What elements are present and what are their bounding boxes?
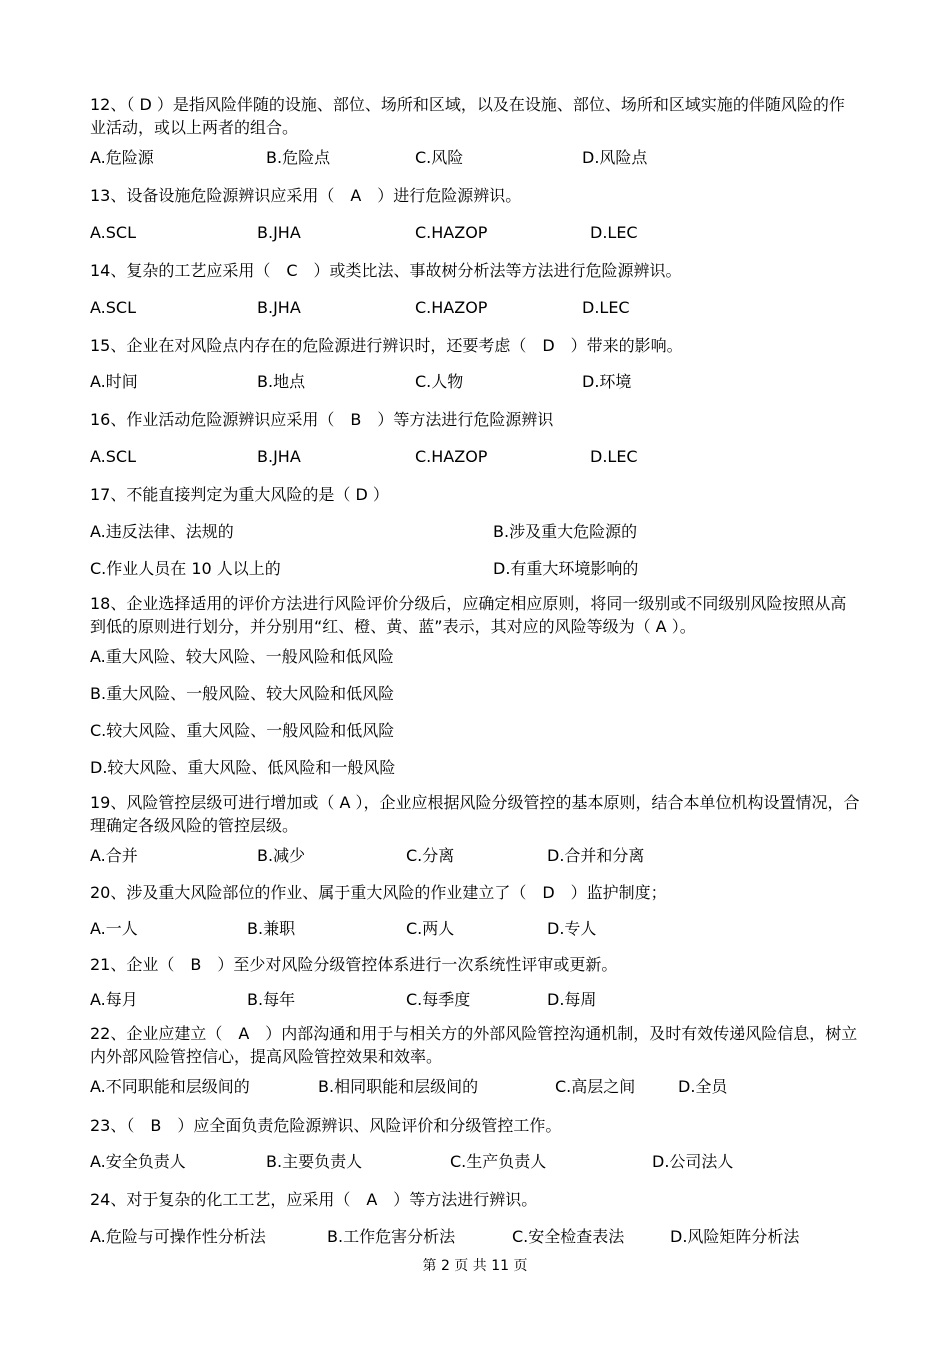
option-b: B.JHA	[257, 298, 301, 317]
option-d: D.专人	[547, 919, 597, 938]
option-b: B.重大风险、一般风险、较大风险和低风险	[90, 684, 395, 703]
option-c: C.HAZOP	[415, 298, 488, 317]
question-14: 14、复杂的工艺应采用（ C ）或类比法、事故树分析法等方法进行危险源辨识。	[90, 261, 682, 280]
options-row-18c	[90, 720, 870, 742]
options-row-16	[90, 446, 870, 468]
option-b: B.JHA	[257, 447, 301, 466]
option-c: C.HAZOP	[415, 223, 488, 242]
option-b: B.主要负责人	[266, 1152, 363, 1171]
option-c: C.较大风险、重大风险、一般风险和低风险	[90, 721, 395, 740]
option-a: A.每月	[90, 990, 138, 1009]
options-row-18b	[90, 683, 870, 705]
options-row-22	[90, 1076, 870, 1098]
options-row-12	[90, 147, 870, 169]
option-d: D.风险点	[582, 148, 648, 167]
option-c: C.风险	[415, 148, 464, 167]
option-b: B.地点	[257, 372, 306, 391]
option-a: A.时间	[90, 372, 138, 391]
option-d: D.风险矩阵分析法	[670, 1227, 800, 1246]
option-b: B.减少	[257, 846, 306, 865]
options-row-21	[90, 989, 870, 1011]
option-c: C.每季度	[406, 990, 471, 1009]
option-c: C.人物	[415, 372, 464, 391]
option-c: C.作业人员在 10 人以上的	[90, 559, 281, 578]
question-24: 24、对于复杂的化工工艺，应采用（ A ）等方法进行辨识。	[90, 1190, 538, 1209]
options-row-23	[90, 1151, 870, 1173]
page-number-footer: 第 2 页 共 11 页	[422, 1258, 528, 1274]
option-d: D.公司法人	[652, 1152, 734, 1171]
option-c: C.安全检查表法	[512, 1227, 625, 1246]
option-c: C.HAZOP	[415, 447, 488, 466]
question-15: 15、企业在对风险点内存在的危险源进行辨识时，还要考虑（ D ）带来的影响。	[90, 336, 683, 355]
options-row-20	[90, 918, 870, 940]
question-17: 17、不能直接判定为重大风险的是（ D ）	[90, 485, 389, 504]
option-c: C.生产负责人	[450, 1152, 547, 1171]
option-c: C.两人	[406, 919, 455, 938]
option-a: A.重大风险、较大风险、一般风险和低风险	[90, 647, 394, 666]
options-row-24	[90, 1226, 870, 1248]
option-d: D.LEC	[582, 298, 630, 317]
option-a: A.不同职能和层级间的	[90, 1077, 250, 1096]
question-16: 16、作业活动危险源辨识应采用（ B ）等方法进行危险源辨识	[90, 410, 554, 429]
option-b: B.涉及重大危险源的	[493, 522, 638, 541]
option-d: D.有重大环境影响的	[493, 559, 639, 578]
option-c: C.分离	[406, 846, 455, 865]
option-a: A.违反法律、法规的	[90, 522, 234, 541]
question-13: 13、设备设施危险源辨识应采用（ A ）进行危险源辨识。	[90, 186, 522, 205]
option-a: A.危险与可操作性分析法	[90, 1227, 266, 1246]
option-d: D.环境	[582, 372, 632, 391]
option-a: A.危险源	[90, 148, 154, 167]
option-a: A.SCL	[90, 223, 136, 242]
option-d: D.全员	[678, 1077, 728, 1096]
options-row-13	[90, 222, 870, 244]
option-c: C.高层之间	[555, 1077, 636, 1096]
options-row-19	[90, 845, 870, 867]
options-row-15	[90, 371, 870, 393]
question-20: 20、涉及重大风险部位的作业、属于重大风险的作业建立了（ D ）监护制度；	[90, 883, 667, 902]
option-b: B.每年	[247, 990, 296, 1009]
question-22: 22、企业应建立（ A ）内部沟通和用于与相关方的外部风险管控沟通机制，及时有效传递风险信息，树立内外部风险管控信心，提高风险管控效果和效率。	[90, 1024, 858, 1066]
option-d: D.较大风险、重大风险、低风险和一般风险	[90, 758, 396, 777]
options-row-17b	[90, 558, 870, 580]
option-a: A.安全负责人	[90, 1152, 186, 1171]
option-d: D.LEC	[590, 447, 638, 466]
option-b: B.危险点	[266, 148, 331, 167]
options-row-18a	[90, 646, 870, 668]
option-a: A.SCL	[90, 447, 136, 466]
option-d: D.LEC	[590, 223, 638, 242]
options-row-14	[90, 297, 870, 319]
option-a: A.合并	[90, 846, 138, 865]
option-a: A.一人	[90, 919, 138, 938]
options-row-17a	[90, 521, 870, 543]
question-12: 12、（ D ）是指风险伴随的设施、部位、场所和区域，以及在设施、部位、场所和区域实施的伴随风险的作业活动，或以上两者的组合。	[90, 95, 845, 137]
question-21: 21、企业（ B ）至少对风险分级管控体系进行一次系统性评审或更新。	[90, 955, 618, 974]
option-a: A.SCL	[90, 298, 136, 317]
option-b: B.工作危害分析法	[327, 1227, 456, 1246]
options-row-18d	[90, 757, 870, 779]
option-b: B.相同职能和层级间的	[318, 1077, 479, 1096]
question-19: 19、风险管控层级可进行增加或（ A ），企业应根据风险分级管控的基本原则，结合本单位机构设置情况，合理确定各级风险的管控层级。	[90, 793, 860, 835]
option-b: B.兼职	[247, 919, 296, 938]
option-b: B.JHA	[257, 223, 301, 242]
question-18: 18、企业选择适用的评价方法进行风险评价分级后，应确定相应原则，将同一级别或不同级别风险按照从高到低的原则进行划分，并分别用“红、橙、黄、蓝”表示，其对应的风险等级为（ A ）。	[90, 594, 847, 636]
question-23: 23、（ B ）应全面负责危险源辨识、风险评价和分级管控工作。	[90, 1116, 562, 1135]
option-d: D.合并和分离	[547, 846, 645, 865]
option-d: D.每周	[547, 990, 597, 1009]
